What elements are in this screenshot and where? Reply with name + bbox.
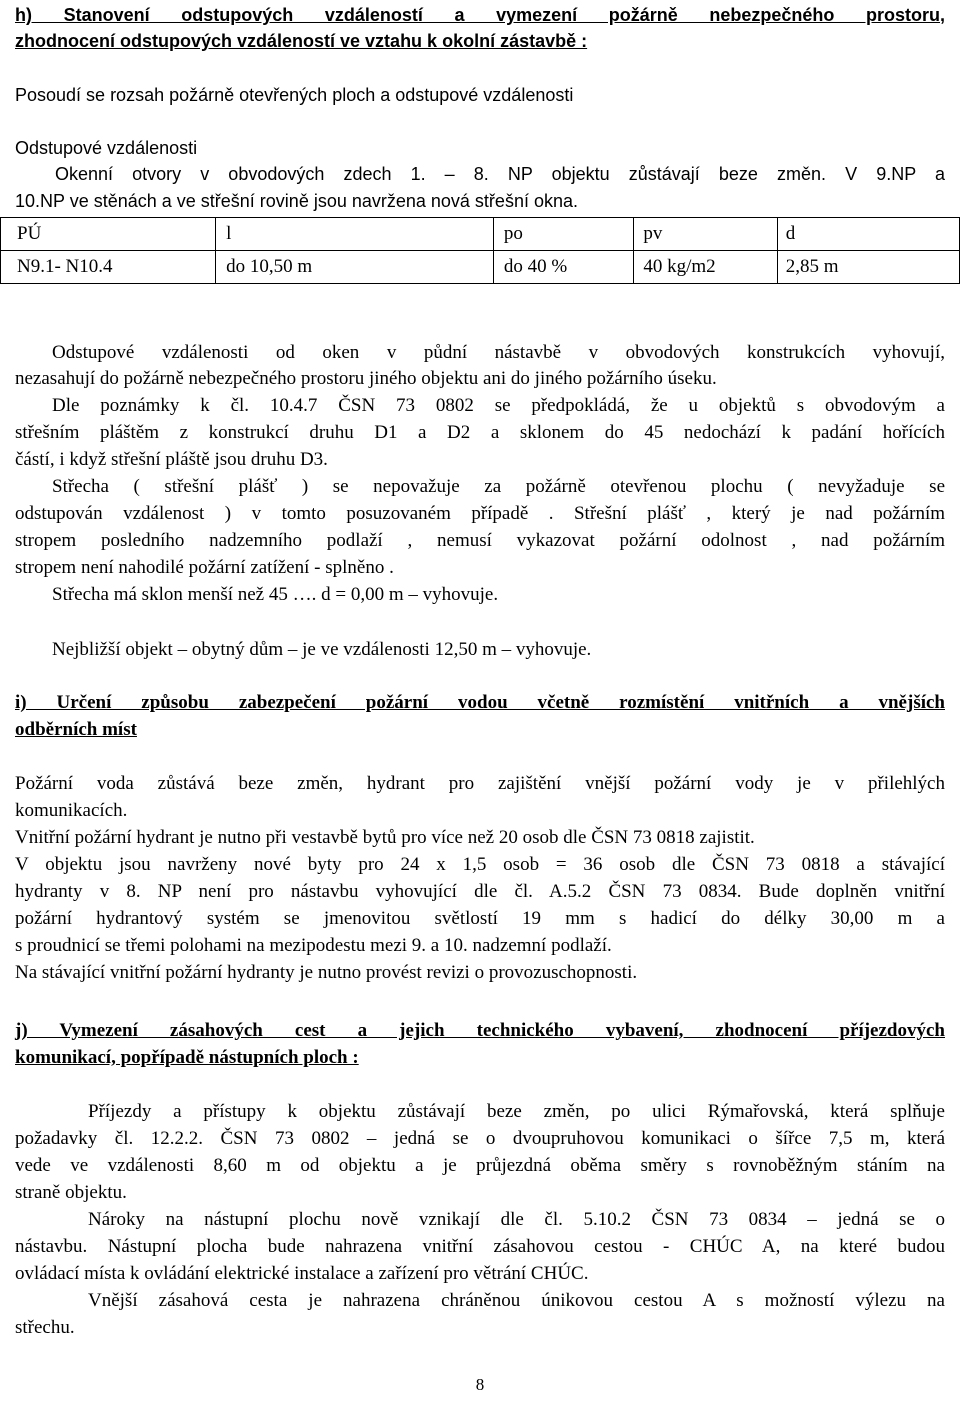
section-j-body-line: nástavbu. Nástupní plocha bude nahrazena vnitřní zásahovou cestou - CHÚC A, na které budou <box>15 1236 945 1257</box>
section-h-body-line: stropem není nahodilé požární zatížení - splněno . <box>15 557 394 578</box>
section-i-body-line: s proudnicí se třemi polohami na mezipodestu mezi 9. a 10. nadzemní podlaží. <box>15 935 612 956</box>
section-h-subheading: Odstupové vzdálenosti <box>15 138 198 158</box>
section-h-heading-line1: h) Stanovení odstupových vzdáleností a vymezení požárně nebezpečného prostoru, <box>15 5 945 25</box>
section-i-body-line: Vnitřní požární hydrant je nutno při vestavbě bytů pro více než 20 osob dle ČSN 73 0818 zajistit. <box>15 827 755 848</box>
section-h-body-line: Dle poznámky k čl. 10.4.7 ČSN 73 0802 se předpokládá, že u objektů s obvodovým a <box>52 395 945 416</box>
table-cell: do 10,50 m <box>226 256 313 277</box>
table-header-cell: d <box>785 223 796 244</box>
section-j-body-line: střechu. <box>15 1317 75 1338</box>
table-row <box>1 251 960 284</box>
table-cell: 40 kg/m2 <box>643 256 716 277</box>
section-h-body-line: nezasahují do požárně nebezpečného prostoru jiného objektu ani do jiného požárního úseku. <box>15 368 717 389</box>
section-h-para-line1: Okenní otvory v obvodových zdech 1. – 8. NP objektu zůstávají beze změn. V 9.NP a <box>55 164 945 184</box>
section-h-body-line: Střecha ( střešní plášť ) se nepovažuje za požárně otevřenou plochu ( nevyžaduje se <box>52 476 945 497</box>
section-i-body-line: komunikacích. <box>15 800 128 821</box>
section-i-heading-line1: i) Určení způsobu zabezpečení požární vodou včetně rozmístění vnitřních a vnějších <box>15 692 945 713</box>
section-j-body-line: Příjezdy a přístupy k objektu zůstávají beze změn, po ulici Rýmařovská, která splňuje <box>88 1101 945 1122</box>
section-i-body-line: Na stávající vnitřní požární hydranty je nutno provést revizi o provozuschopnosti. <box>15 962 638 983</box>
section-h-body-line: Odstupové vzdálenosti od oken v půdní nástavbě v obvodových konstrukcích vyhovují, <box>52 342 945 363</box>
section-i-heading-line2: odběrních míst <box>15 719 137 740</box>
section-h-body-line: stropem posledního nadzemního podlaží , nemusí vykazovat požární odolnost , nad požárním <box>15 530 945 551</box>
section-h-body-line: Nejbližší objekt – obytný dům – je ve vzdálenosti 12,50 m – vyhovuje. <box>52 639 592 660</box>
section-h-body-line: střešním pláštěm z konstrukcí druhu D1 a D2 a sklonem do 45 nedochází k padání hořících <box>15 422 945 443</box>
section-i-body-line: hydranty v 8. NP není pro nástavbu vyhovující dle čl. A.5.2 ČSN 73 0834. Bude doplněn vnitřní <box>15 881 945 902</box>
table-cell: do 40 % <box>503 256 568 277</box>
section-j-body-line: straně objektu. <box>15 1182 127 1203</box>
section-i-body-line: požární hydrantový systém se jmenovitou světlostí 19 mm s hadicí do délky 30,00 m a <box>15 908 945 929</box>
section-h-body-line: Střecha má sklon menší než 45 …. d = 0,00 m – vyhovuje. <box>52 584 499 605</box>
section-i-body-line: Požární voda zůstává beze změn, hydrant pro zajištění vnější požární vody je v přilehlých <box>15 773 945 794</box>
section-j-body-line: ovládací místa k ovládání elektrické instalace a zařízení pro větrání CHÚC. <box>15 1263 589 1284</box>
table-cell: 2,85 m <box>785 256 839 277</box>
section-h-body-line: částí, i když střešní pláště jsou druhu D3. <box>15 449 328 470</box>
table-header-cell: PÚ <box>17 223 42 244</box>
table-header-row <box>1 218 960 251</box>
section-h-para-line2: 10.NP ve stěnách a ve střešní rovině jsou navržena nová střešní okna. <box>15 191 578 211</box>
table-header-cell: l <box>226 223 232 244</box>
section-j-heading-line2: komunikací, popřípadě nástupních ploch : <box>15 1047 359 1068</box>
section-i-body-line: V objektu jsou navrženy nové byty pro 24 x 1,5 osob = 36 osob dle ČSN 73 0818 a stávající <box>15 854 945 875</box>
table-header-cell: pv <box>643 223 663 244</box>
table-cell: N9.1- N10.4 <box>17 256 113 277</box>
section-j-body-line: Nároky na nástupní plochu nově vznikají dle čl. 5.10.2 ČSN 73 0834 – jedná se o <box>88 1209 945 1230</box>
section-h-heading-line2: zhodnocení odstupových vzdáleností ve vztahu k okolní zástavbě : <box>15 31 588 51</box>
section-h-body-line: odstupován vzdálenost ) v tomto posuzovaném případě . Střešní plášť , který je nad požárním <box>15 503 945 524</box>
distance-table <box>0 217 960 284</box>
section-j-body-line: Vnější zásahová cesta je nahrazena chráněnou únikovou cestou A s možností výlezu na <box>88 1290 945 1311</box>
table-header-cell: po <box>503 223 523 244</box>
section-j-body-line: požadavky čl. 12.2.2. ČSN 73 0802 – jedná se o dvoupruhovou komunikaci o šířce 7,5 m, která <box>15 1128 945 1149</box>
section-h-intro: Posoudí se rozsah požárně otevřených ploch a odstupové vzdálenosti <box>15 85 574 105</box>
section-j-heading-line1: j) Vymezení zásahových cest a jejich technického vybavení, zhodnocení příjezdových <box>15 1020 945 1041</box>
section-j-body-line: vede ve vzdálenosti 8,60 m od objektu a je průjezdná oběma směry s rovnoběžným stáním na <box>15 1155 945 1176</box>
page-number: 8 <box>475 1375 485 1394</box>
